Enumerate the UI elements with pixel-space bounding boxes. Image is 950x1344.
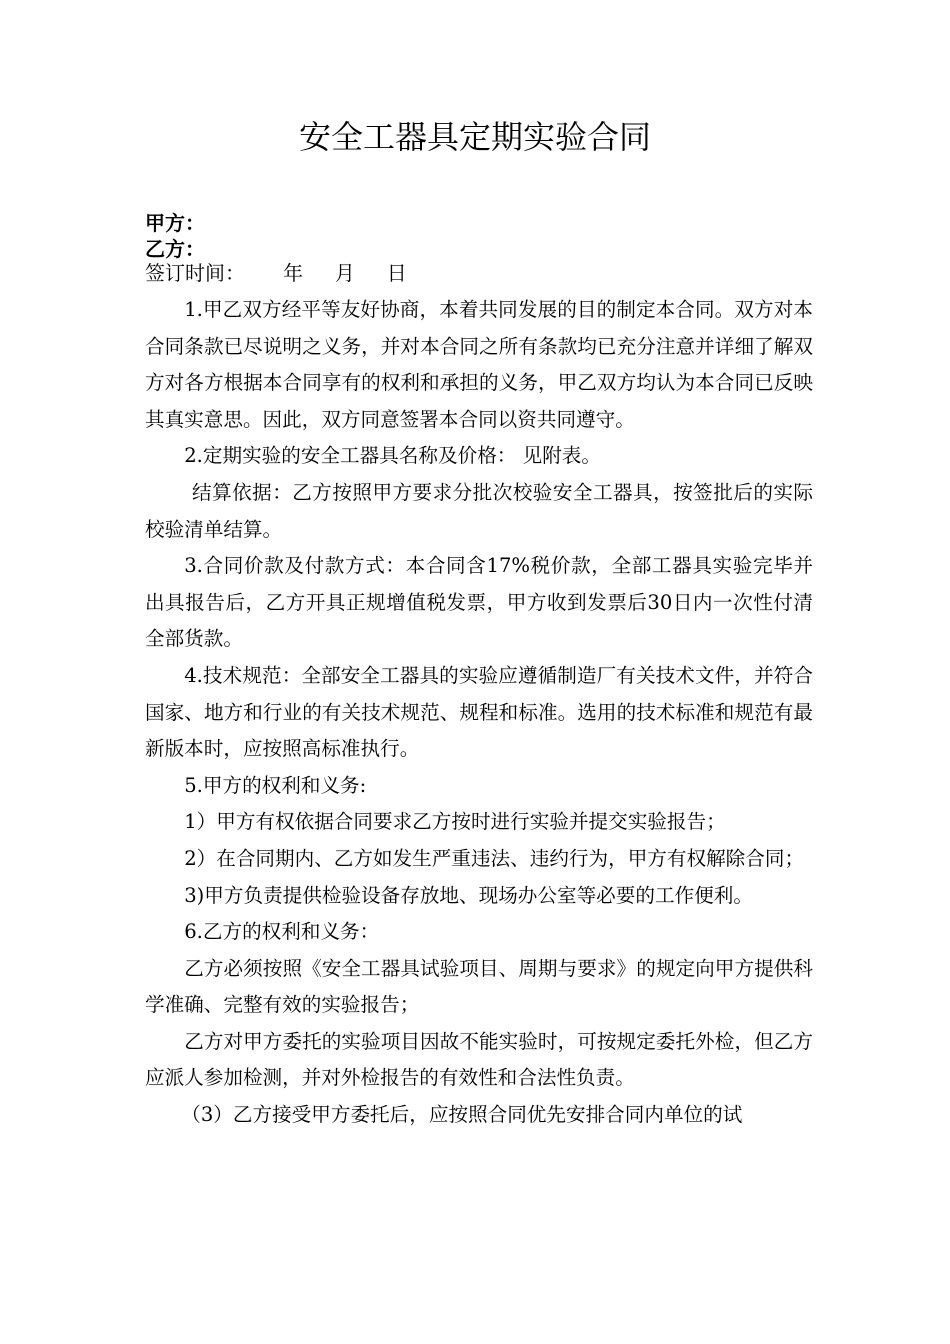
- clause-6-item-1: 乙方必须按照《安全工器具试验项目、周期与要求》的规定向甲方提供科学准确、完整有效的实验报告；: [145, 956, 813, 1017]
- clause-4: 4.技术规范：全部安全工器具的实验应遵循制造厂有关技术文件，并符合国家、地方和行业的有关技术规范、规程和标准。选用的技术标准和规范有最新版本时，应按照高标准执行。: [145, 663, 813, 761]
- clause-6-item-3: （3）乙方接受甲方委托后，应按照合同优先安排合同内单位的试: [181, 1103, 743, 1127]
- party-b-label: 乙方：: [145, 237, 205, 261]
- sign-date-line: 签订时间： 年 月 日: [145, 261, 407, 285]
- clause-3: 3.合同价款及付款方式：本合同含17%税价款，全部工器具实验完毕并出具报告后，乙方开具正规增值税发票，甲方收到发票后30日内一次性付清全部货款。: [145, 554, 813, 651]
- clause-5-item-3: 3)甲方负责提供检验设备存放地、现场办公室等必要的工作便利。: [184, 883, 753, 907]
- clause-6-heading: 6.乙方的权利和义务：: [184, 920, 380, 944]
- settlement-basis: 结算依据：乙方按照甲方要求分批次校验安全工器具，按签批后的实际校验清单结算。: [145, 480, 813, 541]
- contract-body: [145, 292, 813, 1134]
- clause-5-item-1: 1）甲方有权依据合同要求乙方按时进行实验并提交实验报告；: [184, 810, 726, 834]
- clause-5-heading: 5.甲方的权利和义务:: [184, 773, 367, 797]
- document-title: 安全工器具定期实验合同: [298, 118, 651, 156]
- party-a-label: 甲方：: [145, 211, 205, 235]
- clause-5-item-2: 2）在合同期内、乙方如发生严重违法、违约行为，甲方有权解除合同；: [184, 846, 805, 870]
- clause-1: 1.甲乙双方经平等友好协商，本着共同发展的目的制定本合同。双方对本合同条款已尽说明之义务，并对本合同之所有条款均已充分注意并详细了解双方对各方根据本合同享有的权利和承担的义务，甲乙双方均认为本合同已反映其真实意思。因此，双方同意签署本合同以资共同遵守。: [145, 298, 813, 431]
- clause-2: 2.定期实验的安全工器具名称及价格： 见附表。: [184, 444, 601, 468]
- clause-6-item-2: 乙方对甲方委托的实验项目因故不能实验时，可按规定委托外检，但乙方应派人参加检测，并对外检报告的有效性和合法性负责。: [145, 1029, 813, 1090]
